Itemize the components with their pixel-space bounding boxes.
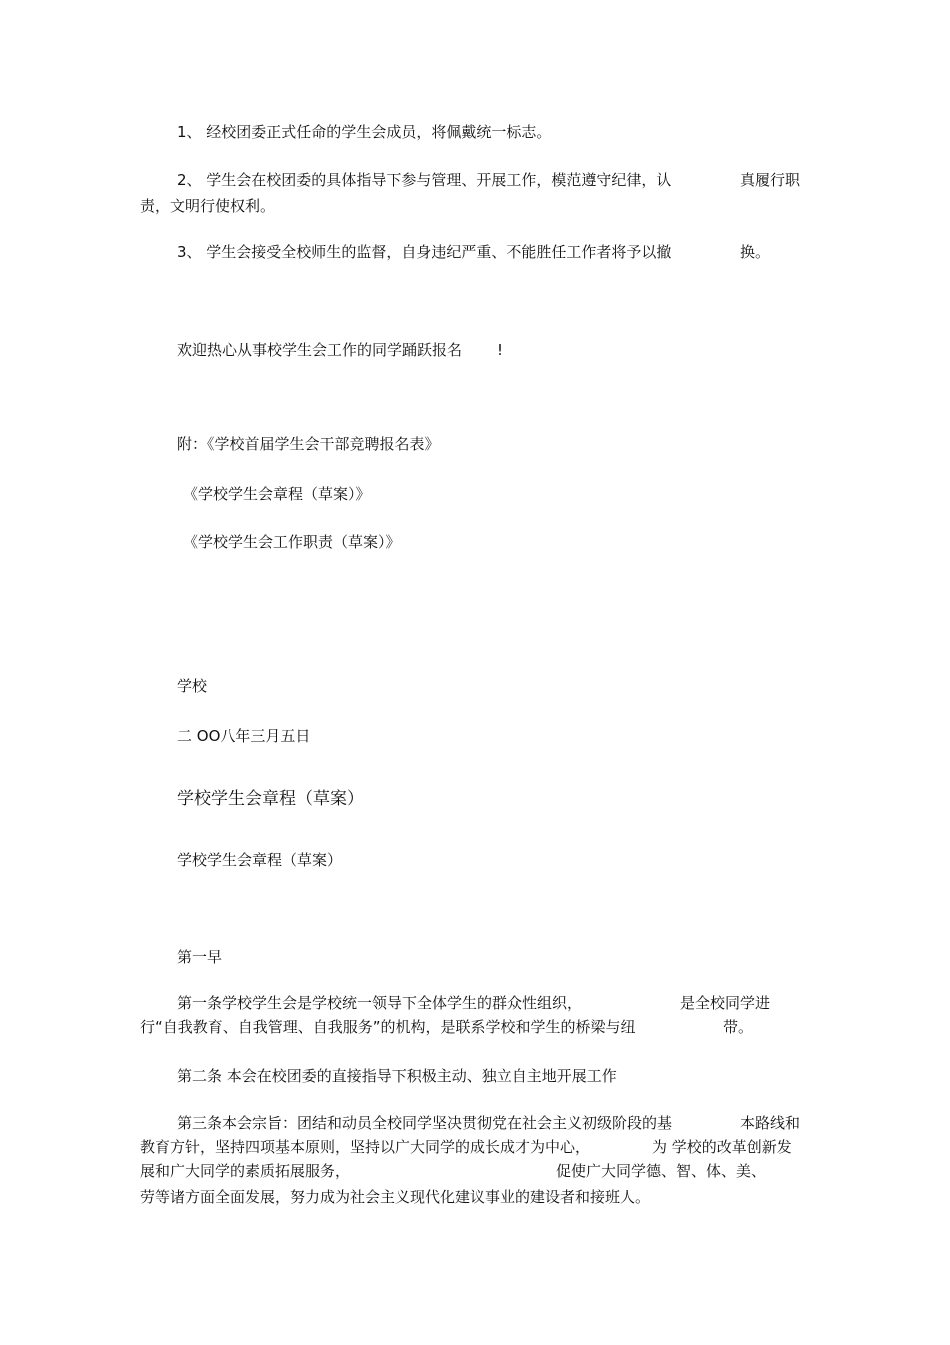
article-3-line-3: 展和广大同学的素质拓展服务，	[140, 1162, 351, 1180]
welcome-text: 欢迎热心从事校学生会工作的同学踊跃报名	[177, 341, 463, 359]
article-1-line-2: 行“自我教育、自我管理、自我服务”的机构，是联系学校和学生的桥梁与纽	[140, 1018, 636, 1036]
rule-3-end: 换。	[740, 243, 771, 261]
rule-2-line-1: 2、 学生会在校团委的具体指导下参与管理、开展工作，模范遵守纪律，认	[177, 171, 672, 189]
attachment-1: 附：《学校首届学生会干部竞聘报名表》	[177, 435, 440, 453]
article-3-line-4: 劳等诸方面全面发展，努力成为社会主义现代化建议事业的建设者和接班人。	[140, 1188, 651, 1206]
article-3-line-2: 教育方针，坚持四项基本原则，坚持以广大同学的成长成才为中心，	[140, 1138, 591, 1156]
welcome-exclamation: !	[497, 341, 504, 359]
rule-1: 1、 经校团委正式任命的学生会成员，将佩戴统一标志。	[177, 123, 552, 141]
attachment-3: 《学校学生会工作职责（草案）》	[183, 533, 401, 551]
date: 二 OO八年三月五日	[177, 727, 311, 745]
signature: 学校	[177, 677, 208, 695]
article-1-line-1: 第一条学校学生会是学校统一领导下全体学生的群众性组织，	[177, 994, 583, 1012]
article-1-line-2-end: 带。	[723, 1018, 754, 1036]
rule-3: 3、 学生会接受全校师生的监督，自身违纪严重、不能胜任工作者将予以撤	[177, 243, 672, 261]
article-1-line-1-end: 是全校同学进	[680, 994, 771, 1012]
article-3-line-2-end: 为 学校的改革创新发	[652, 1138, 792, 1156]
rule-2-line-1-end: 真履行职	[740, 171, 801, 189]
attachment-2: 《学校学生会章程（草案）》	[183, 485, 371, 503]
article-3-line-1: 第三条本会宗旨：团结和动员全校同学坚决贯彻党在社会主义初级阶段的基	[177, 1114, 673, 1132]
chapter-heading: 第一早	[177, 948, 223, 966]
article-3-line-3-end: 促使广大同学德、智、体、美、	[556, 1162, 767, 1180]
charter-title: 学校学生会章程（草案）	[177, 789, 364, 809]
article-2: 第二条 本会在校团委的直接指导下积极主动、独立自主地开展工作	[177, 1067, 617, 1085]
charter-subtitle: 学校学生会章程（草案）	[177, 851, 343, 869]
article-3-line-1-end: 本路线和	[740, 1114, 801, 1132]
rule-2-line-2: 责，文明行使权利。	[140, 197, 276, 215]
